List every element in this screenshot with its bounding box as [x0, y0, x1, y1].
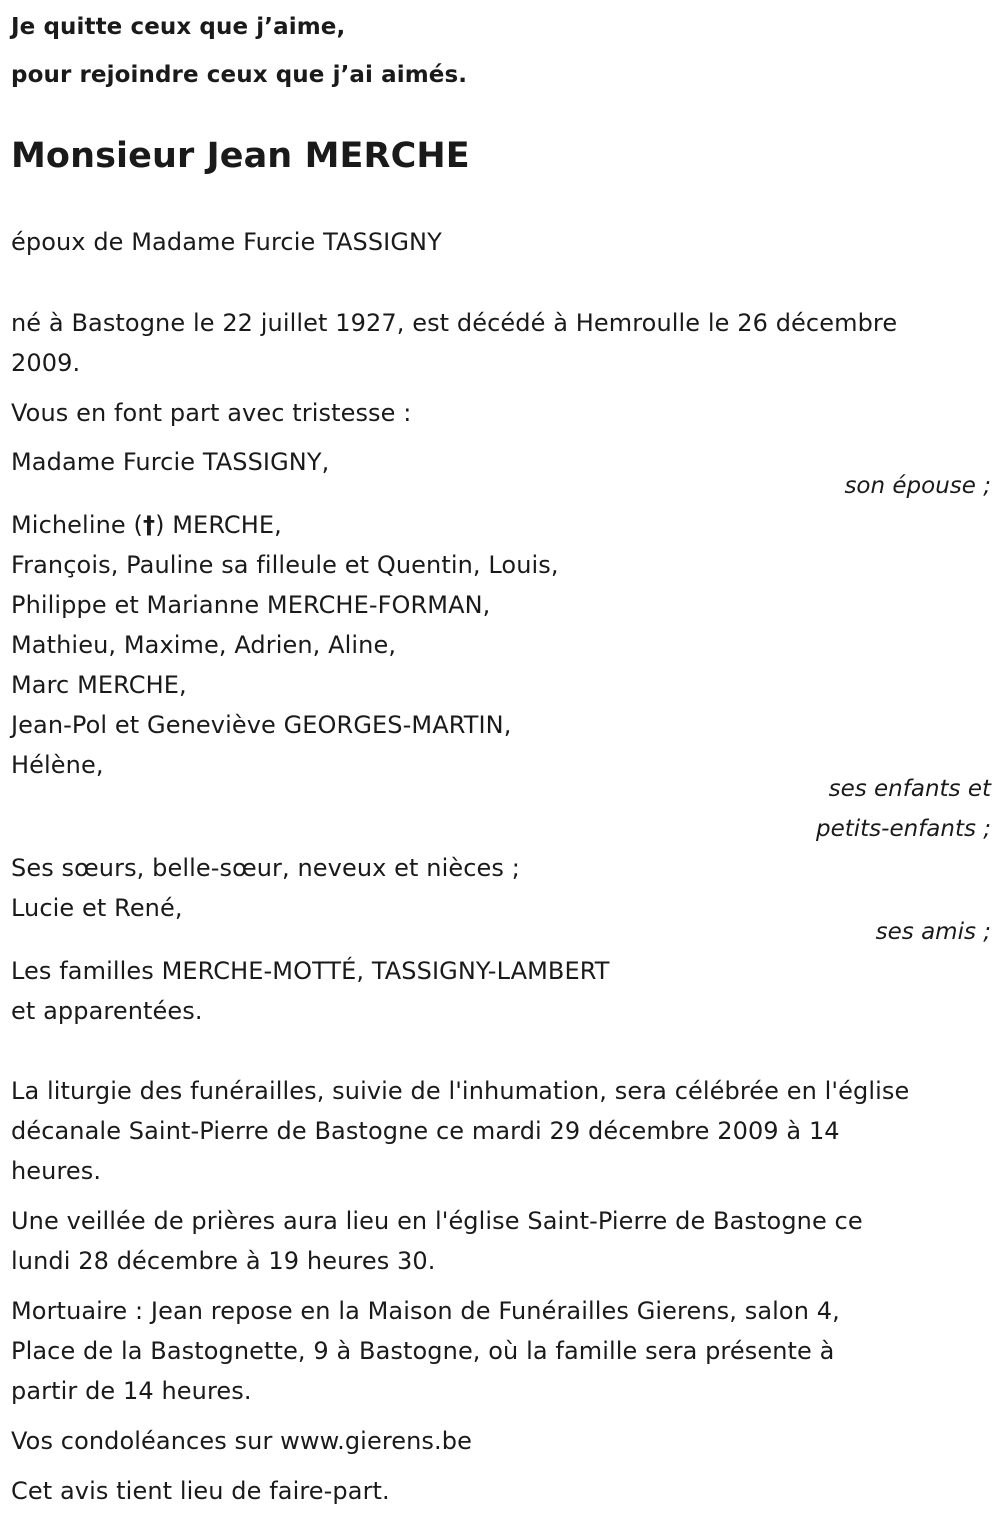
- friends-name: Lucie et René,: [11, 894, 183, 922]
- epigraph-line-1: Je quitte ceux que j’aime,: [11, 14, 346, 40]
- families-line-2: et apparentées.: [11, 997, 203, 1025]
- closing-line: Cet avis tient lieu de faire-part.: [11, 1477, 390, 1505]
- children-line-3: Philippe et Marianne MERCHE-FORMAN,: [11, 591, 491, 619]
- announcement: Vous en font part avec tristesse :: [11, 399, 412, 427]
- vigil-line-2: lundi 28 décembre à 19 heures 30.: [11, 1247, 436, 1275]
- friends-role: ses amis ;: [875, 919, 991, 945]
- deceased-name: Monsieur Jean MERCHE: [11, 136, 470, 176]
- families-line-1: Les familles MERCHE-MOTTÉ, TASSIGNY-LAMBERT: [11, 957, 610, 985]
- mortuary-line-1: Mortuaire : Jean repose en la Maison de Funérailles Gierens, salon 4,: [11, 1297, 840, 1325]
- children-role-line-2: petits-enfants ;: [815, 816, 991, 842]
- children-line-6: Jean-Pol et Geneviève GEORGES-MARTIN,: [11, 711, 512, 739]
- mortuary-line-3: partir de 14 heures.: [11, 1377, 252, 1405]
- children-line-1-after: ) MERCHE,: [155, 511, 282, 539]
- children-line-4: Mathieu, Maxime, Adrien, Aline,: [11, 631, 397, 659]
- birth-death-line-2: 2009.: [11, 349, 81, 377]
- vigil-line-1: Une veillée de prières aura lieu en l'église Saint-Pierre de Bastogne ce: [11, 1207, 863, 1235]
- children-line-1: [11, 505, 282, 545]
- condolences-line: Vos condoléances sur www.gierens.be: [11, 1427, 472, 1455]
- children-line-1-before: Micheline (: [11, 511, 143, 539]
- funeral-line-3: heures.: [11, 1157, 102, 1185]
- funeral-line-2: décanale Saint-Pierre de Bastogne ce mardi 29 décembre 2009 à 14: [11, 1117, 840, 1145]
- spouse-role: son épouse ;: [844, 473, 991, 499]
- children-line-5: Marc MERCHE,: [11, 671, 187, 699]
- spouse-line: époux de Madame Furcie TASSIGNY: [11, 228, 442, 256]
- birth-death-line-1: né à Bastogne le 22 juillet 1927, est décédé à Hemroulle le 26 décembre: [11, 309, 898, 337]
- children-line-2: François, Pauline sa filleule et Quentin, Louis,: [11, 551, 559, 579]
- spouse-name: Madame Furcie TASSIGNY,: [11, 448, 330, 476]
- siblings-line: Ses sœurs, belle-sœur, neveux et nièces ;: [11, 854, 520, 882]
- deceased-cross-icon: †: [142, 511, 156, 539]
- epigraph-line-2: pour rejoindre ceux que j’ai aimés.: [11, 62, 468, 88]
- funeral-line-1: La liturgie des funérailles, suivie de l'inhumation, sera célébrée en l'église: [11, 1077, 910, 1105]
- children-line-7: Hélène,: [11, 751, 104, 779]
- children-role-line-1: ses enfants et: [828, 776, 991, 802]
- mortuary-line-2: Place de la Bastognette, 9 à Bastogne, où la famille sera présente à: [11, 1337, 835, 1365]
